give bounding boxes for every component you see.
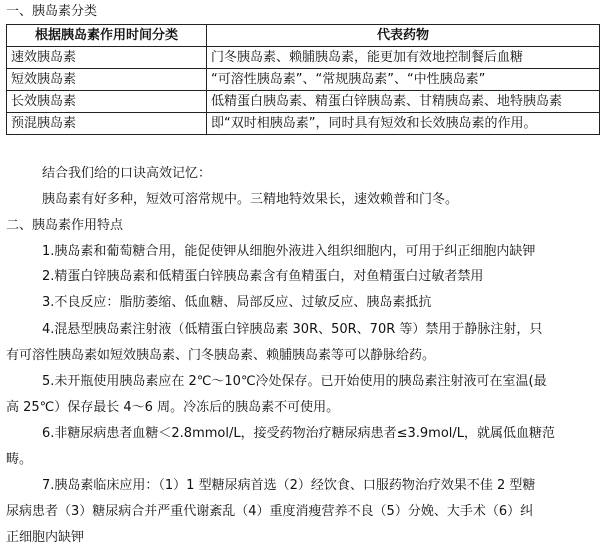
section-heading-2: 二、胰岛素作用特点 <box>6 218 124 233</box>
table-row <box>7 47 600 69</box>
list-item-continuation: 有可溶性胰岛素如短效胰岛素、门冬胰岛素、赖脯胰岛素等可以静脉给药。 <box>6 348 436 363</box>
list-item-continuation: 尿病患者（3）糖尿病合并严重代谢紊乱（4）重度消瘦营养不良（5）分娩、大手术（6）纠 <box>6 504 534 519</box>
table-header-row <box>7 25 600 47</box>
table-cell-drugs: “可溶性胰岛素”、“常规胰岛素”、“中性胰岛素” <box>207 69 600 91</box>
list-item: 2.精蛋白锌胰岛素和低精蛋白锌胰岛素含有鱼精蛋白，对鱼精蛋白过敏者禁用 <box>42 269 484 284</box>
list-item: 7.胰岛素临床应用：（1）1 型糖尿病首选（2）经饮食、口服药物治疗效果不佳 2 型糖 <box>42 478 536 493</box>
list-item: 1.胰岛素和葡萄糖合用，能促使钾从细胞外液进入组织细胞内，可用于纠正细胞内缺钾 <box>42 244 536 259</box>
table-cell-type: 预混胰岛素 <box>7 113 207 135</box>
table-cell-type: 长效胰岛素 <box>7 91 207 113</box>
list-item-continuation: 畴。 <box>6 452 33 467</box>
list-item-continuation: 正细胞内缺钾 <box>6 530 85 545</box>
table-row <box>7 113 600 135</box>
table-cell-type: 速效胰岛素 <box>7 47 207 69</box>
table-cell-drugs: 门冬胰岛素、赖脯胰岛素，能更加有效地控制餐后血糖 <box>207 47 600 69</box>
table-row <box>7 69 600 91</box>
list-item: 6.非糖尿病患者血糖＜2.8mmol/L，接受药物治疗糖尿病患者≤3.9mol/L，就属低血糖范 <box>42 426 556 441</box>
table-row <box>7 91 600 113</box>
header-drugs: 代表药物 <box>207 25 600 47</box>
list-item: 3.不良反应：脂肪萎缩、低血糖、局部反应、过敏反应、胰岛素抵抗 <box>42 295 432 310</box>
list-item-continuation: 高 25℃）保存最长 4～6 周。冷冻后的胰岛素不可使用。 <box>6 400 340 415</box>
mnemonic-text: 胰岛素有好多种，短效可溶常规中。三精地特效果长，速效赖普和门冬。 <box>42 192 459 207</box>
section-heading-1: 一、胰岛素分类 <box>6 4 98 19</box>
list-item: 4.混悬型胰岛素注射液（低精蛋白锌胰岛素 30R、50R、70R 等）禁用于静脉注射，只 <box>42 322 543 337</box>
header-classification: 根据胰岛素作用时间分类 <box>7 25 207 47</box>
list-item: 5.未开瓶使用胰岛素应在 2℃～10℃冷处保存。已开始使用的胰岛素注射液可在室温(最 <box>42 374 547 389</box>
table-cell-drugs: 即“双时相胰岛素”，同时具有短效和长效胰岛素的作用。 <box>207 113 600 135</box>
table-cell-drugs: 低精蛋白胰岛素、精蛋白锌胰岛素、甘精胰岛素、地特胰岛素 <box>207 91 600 113</box>
mnemonic-intro: 结合我们给的口诀高效记忆： <box>42 166 212 181</box>
table-cell-type: 短效胰岛素 <box>7 69 207 91</box>
insulin-classification-table <box>6 24 600 135</box>
